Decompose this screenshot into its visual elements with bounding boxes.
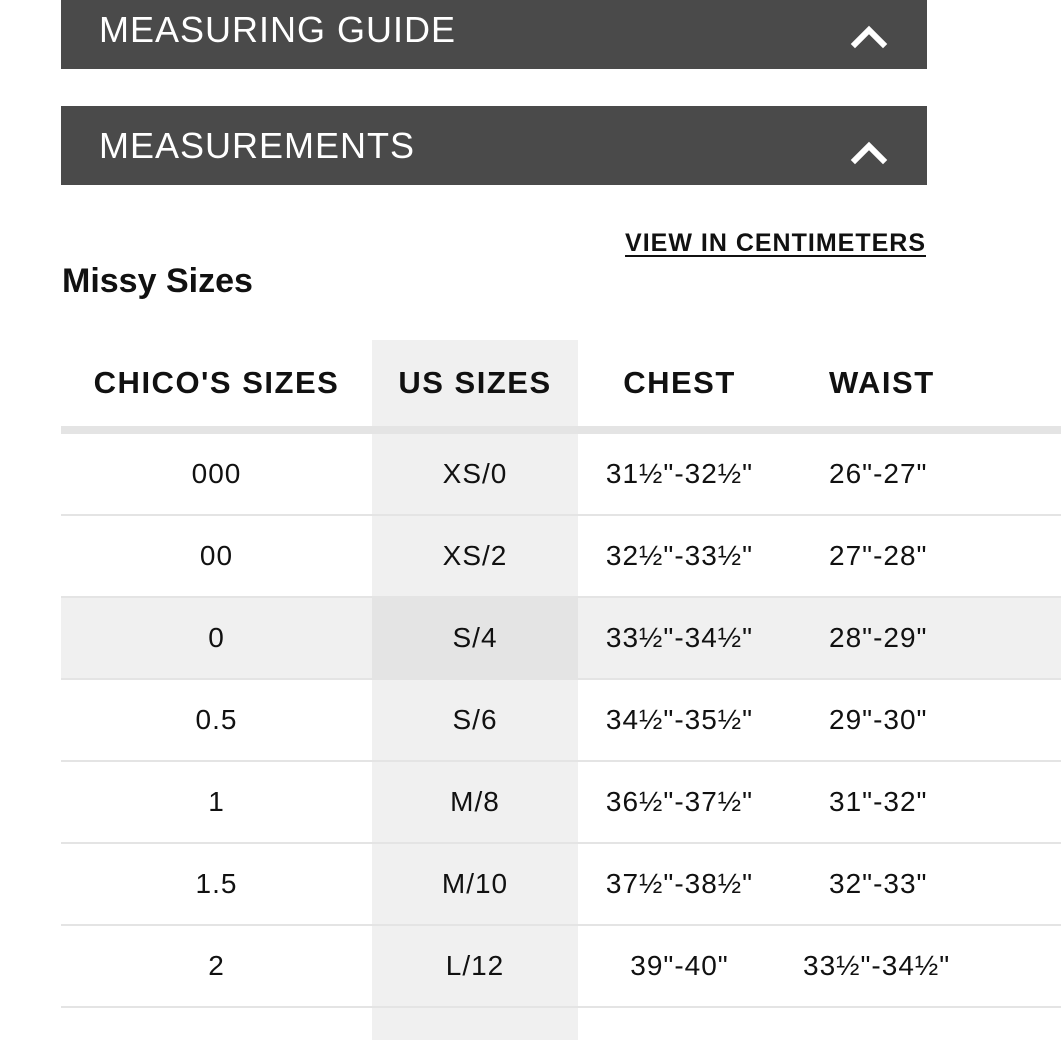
size-table	[61, 340, 1061, 1008]
cell-us-size: S/6	[372, 679, 578, 761]
table-row	[61, 515, 1061, 597]
view-in-centimeters-link[interactable]: VIEW IN CENTIMETERS	[625, 229, 926, 257]
table-row	[61, 597, 1061, 679]
measurements-title: MEASUREMENTS	[99, 124, 416, 166]
table-header-row	[61, 340, 1061, 430]
size-table-container[interactable]	[61, 340, 951, 1000]
cell-waist: 33½"-34½"	[781, 925, 1061, 1007]
table-row	[61, 843, 1061, 925]
cell-waist: 27"-28"	[781, 515, 1061, 597]
cell-chest: 37½"-38½"	[578, 843, 781, 925]
table-row	[61, 761, 1061, 843]
cell-chest: 31½"-32½"	[578, 430, 781, 515]
cell-chicos-size: 2	[61, 925, 372, 1007]
cell-chicos-size: 1.5	[61, 843, 372, 925]
chevron-up-icon[interactable]	[849, 132, 889, 172]
measurements-accordion[interactable]	[61, 106, 927, 185]
cell-waist: 26"-27"	[781, 430, 1061, 515]
cell-waist: 31"-32"	[781, 761, 1061, 843]
table-row	[61, 925, 1061, 1007]
cell-chicos-size: 000	[61, 430, 372, 515]
chevron-up-icon[interactable]	[849, 16, 889, 56]
cell-waist: 28"-29"	[781, 597, 1061, 679]
measuring-guide-accordion[interactable]	[61, 0, 927, 69]
cell-chicos-size: 0	[61, 597, 372, 679]
cell-us-size: M/10	[372, 843, 578, 925]
cell-waist: 29"-30"	[781, 679, 1061, 761]
cell-us-size: S/4	[372, 597, 578, 679]
cell-chest: 32½"-33½"	[578, 515, 781, 597]
header-chest: CHEST	[578, 340, 781, 430]
cell-chest: 36½"-37½"	[578, 761, 781, 843]
cell-chicos-size: 00	[61, 515, 372, 597]
cell-chest: 34½"-35½"	[578, 679, 781, 761]
cell-us-size: M/8	[372, 761, 578, 843]
measuring-guide-title: MEASURING GUIDE	[99, 8, 457, 50]
cell-chicos-size: 1	[61, 761, 372, 843]
cell-us-size: L/12	[372, 925, 578, 1007]
table-row	[61, 679, 1061, 761]
section-title: Missy Sizes	[62, 262, 253, 300]
header-waist: WAIST	[781, 340, 1061, 430]
cell-chest: 33½"-34½"	[578, 597, 781, 679]
cell-us-size: XS/0	[372, 430, 578, 515]
cell-us-size: XS/2	[372, 515, 578, 597]
table-row	[61, 430, 1061, 515]
cell-chest: 39"-40"	[578, 925, 781, 1007]
header-chicos-sizes: CHICO'S SIZES	[61, 340, 372, 430]
header-us-sizes: US SIZES	[372, 340, 578, 430]
cell-chicos-size: 0.5	[61, 679, 372, 761]
cell-waist: 32"-33"	[781, 843, 1061, 925]
